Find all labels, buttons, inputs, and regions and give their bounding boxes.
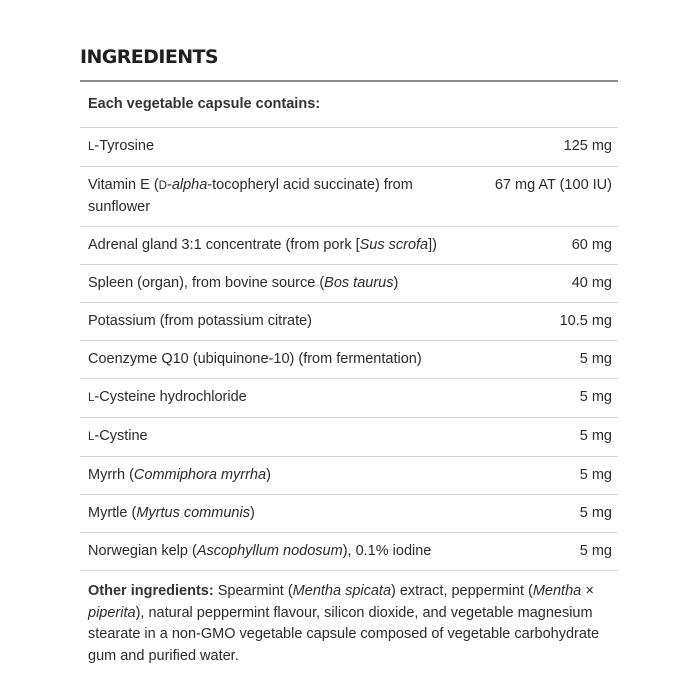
ingredient-name bbox=[88, 235, 572, 256]
text-segment: -Cysteine hydrochloride bbox=[94, 389, 247, 405]
text-segment: Commiphora myrrha bbox=[133, 467, 267, 483]
text-segment: L bbox=[88, 392, 95, 404]
text-segment: Sus scrofa bbox=[359, 237, 429, 253]
text-segment: Ascophyllum nodosum bbox=[196, 543, 343, 559]
text-segment: Coenzyme Q10 (ubiquinone-10) (from fermentation) bbox=[88, 351, 422, 367]
ingredient-amount: 60 mg bbox=[571, 237, 612, 253]
ingredient-name bbox=[88, 465, 580, 486]
text-segment: ), natural peppermint flavour, silicon dioxide, and vegetable magnesium stearate in a non-GMO vegetable capsule composed of vegetable carbohydrate gum and purified water. bbox=[88, 604, 600, 664]
ingredient-row bbox=[80, 303, 618, 341]
ingredient-row bbox=[80, 379, 618, 418]
ingredient-name bbox=[88, 541, 580, 562]
ingredient-amount: 5 mg bbox=[579, 389, 612, 405]
text-segment: Adrenal gland 3:1 concentrate (from pork [ bbox=[88, 237, 360, 253]
ingredient-name bbox=[88, 387, 580, 409]
text-segment: - bbox=[166, 177, 172, 193]
ingredient-row bbox=[80, 128, 618, 167]
ingredient-row bbox=[80, 495, 618, 533]
text-segment: Myrtus communis bbox=[136, 505, 250, 521]
text-segment: Mentha spicata bbox=[292, 583, 392, 599]
ingredient-name bbox=[88, 175, 468, 218]
text-segment: -tocopheryl acid succinate) from sunflower bbox=[88, 177, 413, 215]
text-segment: -Cystine bbox=[94, 428, 148, 444]
text-segment: -Tyrosine bbox=[94, 138, 155, 154]
ingredient-name bbox=[88, 273, 572, 294]
text-segment: Vitamin E ( bbox=[88, 177, 159, 193]
ingredient-row bbox=[80, 167, 618, 227]
other-ingredients-paragraph bbox=[80, 571, 618, 667]
text-segment: ]) bbox=[428, 237, 437, 253]
text-segment: Potassium (from potassium citrate) bbox=[88, 313, 313, 329]
ingredient-row bbox=[80, 418, 618, 457]
text-segment: ), 0.1% iodine bbox=[342, 543, 432, 559]
ingredient-row bbox=[80, 227, 618, 265]
ingredient-amount: 5 mg bbox=[579, 543, 612, 559]
ingredient-amount: 5 mg bbox=[579, 351, 612, 367]
ingredient-row bbox=[80, 457, 618, 495]
text-segment: Mentha × piperita bbox=[88, 583, 594, 621]
text-segment: Other ingredients: bbox=[88, 583, 214, 599]
text-segment: ) bbox=[393, 275, 399, 291]
ingredient-row bbox=[80, 265, 618, 303]
text-segment: Spearmint ( bbox=[213, 583, 293, 599]
ingredient-amount: 5 mg bbox=[579, 505, 612, 521]
ingredient-row bbox=[80, 341, 618, 379]
ingredient-table bbox=[80, 128, 618, 571]
ingredient-amount: 10.5 mg bbox=[559, 313, 612, 329]
ingredient-amount: 5 mg bbox=[579, 467, 612, 483]
text-segment: Spleen (organ), from bovine source ( bbox=[88, 275, 325, 291]
ingredients-panel bbox=[80, 44, 618, 667]
text-segment: Bos taurus bbox=[324, 275, 394, 291]
text-segment: alpha bbox=[171, 177, 208, 193]
text-segment: Myrrh ( bbox=[88, 467, 134, 483]
text-segment: Myrtle ( bbox=[88, 505, 137, 521]
ingredient-name bbox=[88, 349, 580, 370]
text-segment: D bbox=[158, 180, 167, 192]
ingredient-name bbox=[88, 503, 580, 524]
text-segment: L bbox=[88, 141, 95, 153]
ingredients-heading: INGREDIENTS bbox=[80, 44, 618, 82]
text-segment: ) bbox=[266, 467, 271, 483]
capsule-contents-subheading: Each vegetable capsule contains: bbox=[80, 82, 618, 128]
text-segment: ) extract, peppermint ( bbox=[391, 583, 533, 599]
ingredient-name bbox=[88, 426, 580, 448]
text-segment: ) bbox=[249, 505, 255, 521]
ingredient-name bbox=[88, 136, 564, 158]
ingredient-name bbox=[88, 311, 560, 332]
ingredient-amount: 40 mg bbox=[571, 275, 612, 291]
ingredient-row bbox=[80, 533, 618, 571]
ingredient-amount: 5 mg bbox=[579, 428, 612, 444]
text-segment: L bbox=[88, 431, 95, 443]
ingredient-amount: 125 mg bbox=[563, 138, 612, 154]
ingredient-amount: 67 mg AT (100 IU) bbox=[494, 177, 612, 193]
text-segment: Norwegian kelp ( bbox=[88, 543, 197, 559]
